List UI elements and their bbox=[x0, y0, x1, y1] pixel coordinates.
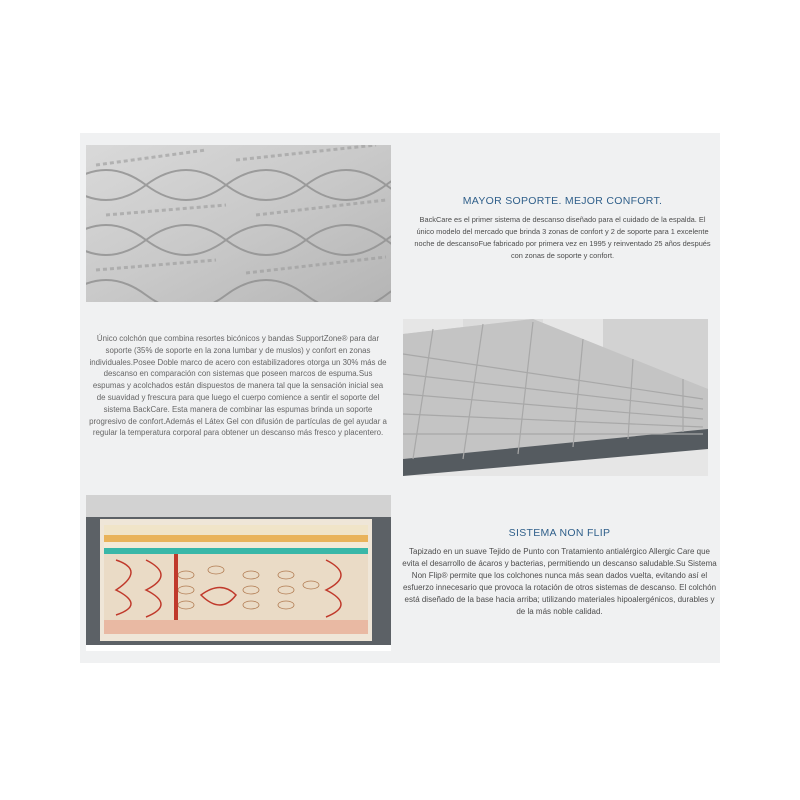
section-soporte-text: BackCare es el primer sistema de descanso diseñado para el cuidado de la espalda. El único modelo del mercado que brinda 3 zonas de confort y 2 de soporte para 1 excelente noche de descansoFue fabricado por primera vez en 1995 y reinventado 25 años después con zonas de soporte y confort. bbox=[414, 215, 711, 260]
section-resortes bbox=[88, 333, 388, 439]
section-soporte bbox=[410, 195, 715, 262]
section-resortes-text: Único colchón que combina resortes bicónicos y bandas SupportZone® para dar soporte (35% de soporte en la zona lumbar y de muslos) y confort en zonas individuales.Posee Doble marco de acero con estabilizadores otorga un 30% más de descanso en comparación con sistemas que poseen marcos de espuma.Sus espumas y acolchados están dispuestos de manera tal que la sensación inicial sea de suavidad y frescura para que luego el cuerpo comience a sentir el soporte del sistema BackCare. Esta manera de combinar las espumas brinda un soporte progresivo de confort.Además el Látex Gel con difusión de partículas de gel ayudar a regular la temperatura corporal para obtener un descanso más fresco y placentero. bbox=[89, 334, 387, 438]
mattress-cross-section-image bbox=[86, 495, 391, 651]
section-nonflip-title: SISTEMA NON FLIP bbox=[508, 527, 611, 539]
mattress-top-image bbox=[403, 319, 708, 476]
content-panel bbox=[80, 133, 720, 663]
section-nonflip-text: Tapizado en un suave Tejido de Punto con Tratamiento antialérgico Allergic Care que evita el desarrollo de ácaros y bacterias, permitiendo un descanso saludable.Su Sistema Non Flip® permite que los colchones nunca más sean dados vuelta, evitando así el esfuerzo innecesario que provoca la rotación de otros sistemas de descanso. El colchón está diseñado de la base hacia arriba; utilizando materiales hipoalergénicos, durables y de la más noble calidad. bbox=[402, 547, 717, 616]
quilted-fabric-image bbox=[86, 145, 391, 302]
section-nonflip bbox=[402, 527, 717, 618]
section-soporte-title: MAYOR SOPORTE. MEJOR CONFORT. bbox=[462, 195, 663, 207]
